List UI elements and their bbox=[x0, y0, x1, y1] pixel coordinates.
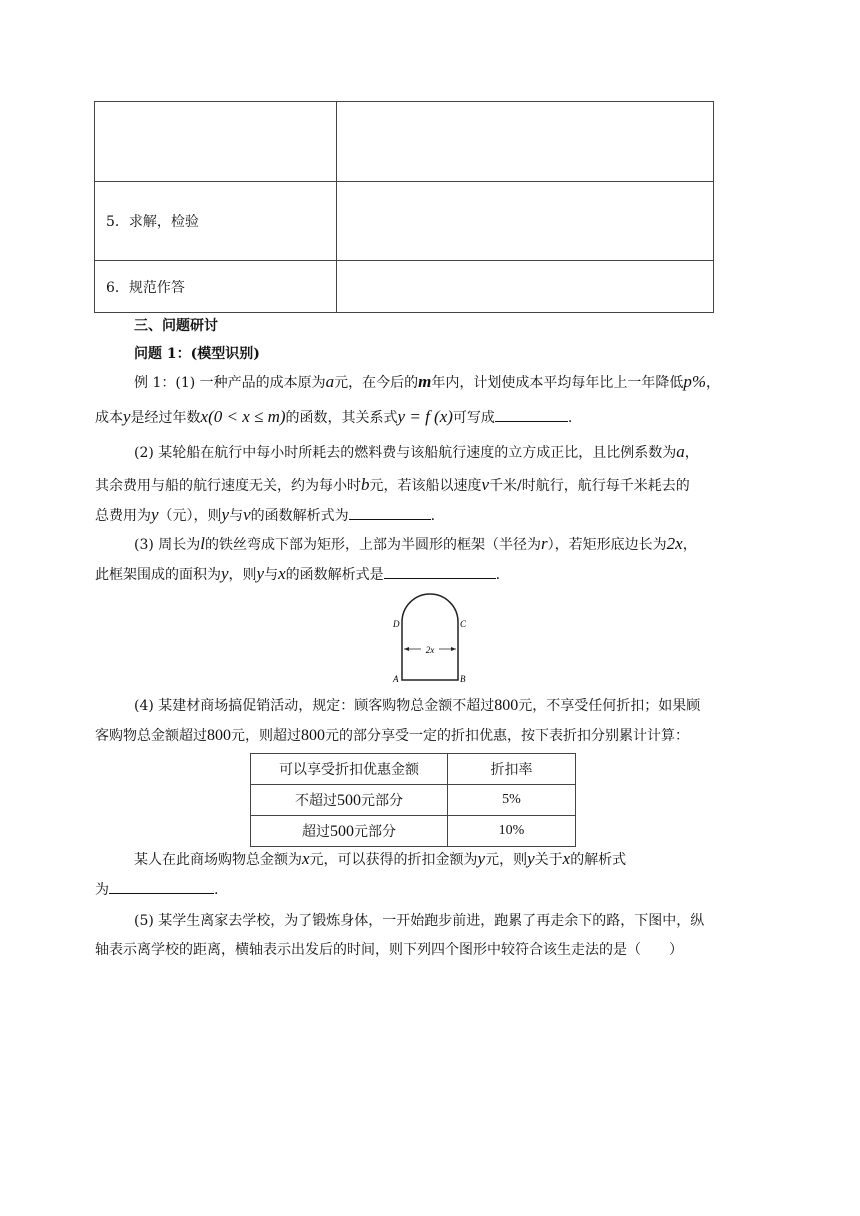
ex1-line2 bbox=[95, 407, 572, 428]
text: . bbox=[430, 508, 436, 524]
text: 的函数解析式为 bbox=[250, 508, 349, 524]
math-var: y bbox=[256, 564, 265, 583]
text: 元，不享受任何折扣；如果顾 bbox=[518, 698, 701, 714]
answer-blank[interactable] bbox=[109, 879, 214, 894]
text: 与 bbox=[229, 508, 244, 524]
text: 元，若该船以速度 bbox=[369, 478, 482, 494]
math-var: m bbox=[418, 372, 432, 391]
text: . bbox=[495, 567, 501, 583]
table-row bbox=[95, 102, 714, 182]
text: 千米/时航行，航行每千米耗去的 bbox=[489, 478, 690, 494]
number: 500 bbox=[330, 823, 354, 840]
math-var: y bbox=[123, 407, 131, 426]
text: (2) 某轮船在航行中每小时所耗去的燃料费与该船航行速度的立方成正比，且比例系数为 bbox=[134, 445, 677, 461]
text: 元，在今后的 bbox=[334, 375, 419, 391]
math-var: y bbox=[151, 505, 159, 524]
ex2-line1 bbox=[134, 442, 699, 463]
text: 元，则超过 bbox=[231, 728, 301, 744]
ex4-after-line1 bbox=[134, 849, 626, 870]
text: ， bbox=[706, 375, 721, 391]
text: ），若矩形底边长为 bbox=[547, 537, 667, 553]
text: (4) 某建材商场搞促销活动，规定：顾客购物总金额不超过 bbox=[134, 698, 495, 714]
content-cell bbox=[337, 182, 714, 261]
ex5-line2: 轴表示离学校的距离，横轴表示出发后的时间，则下列四个图形中较符合该生走法的是（ ） bbox=[95, 942, 683, 958]
text: 的函数解析式是 bbox=[285, 567, 384, 583]
math-var: r bbox=[541, 534, 548, 553]
text: 为 bbox=[95, 882, 109, 898]
text: 元的部分享受一定的折扣优惠，按下表折扣分别累计计算： bbox=[325, 728, 689, 744]
problem-title: 问题 1：(模型识别) bbox=[134, 346, 260, 362]
math-var: v bbox=[481, 475, 490, 494]
text: 与 bbox=[264, 567, 279, 583]
text: 年内，计划使成本平均每年比上一年降低 bbox=[431, 375, 684, 391]
math-var: y bbox=[221, 564, 229, 583]
content-cell bbox=[337, 102, 714, 182]
ex4-after-line2 bbox=[95, 879, 218, 900]
ex4-line2 bbox=[95, 726, 689, 746]
text: ， bbox=[684, 445, 699, 461]
answer-blank[interactable] bbox=[384, 564, 496, 579]
math-expr: x(0 < x ≤ m) bbox=[200, 407, 286, 426]
amount-cell bbox=[251, 785, 448, 816]
number: 800 bbox=[301, 727, 325, 744]
math-var: l bbox=[200, 534, 206, 553]
text: 超过 bbox=[302, 824, 330, 840]
math-var: v bbox=[243, 505, 251, 524]
text: 的铁丝弯成下部为矩形，上部为半圆形的框架（半径为 bbox=[205, 537, 542, 553]
math-var: a bbox=[676, 442, 685, 461]
section-title: 三、问题研讨 bbox=[134, 318, 218, 334]
text: . bbox=[567, 410, 573, 426]
text: ， bbox=[682, 537, 697, 553]
text: 客购物总金额超过 bbox=[95, 728, 207, 744]
text: 总费用为 bbox=[95, 508, 151, 524]
number: 500 bbox=[337, 792, 361, 809]
label-A: A bbox=[393, 674, 399, 684]
width-label: 2x bbox=[425, 645, 435, 655]
math-var: x bbox=[302, 849, 310, 868]
math-var: y bbox=[221, 505, 230, 524]
label-D: D bbox=[393, 619, 400, 629]
table-row bbox=[251, 816, 576, 847]
text: 此框架围成的面积为 bbox=[95, 567, 221, 583]
header-cell: 可以享受折扣优惠金额 bbox=[251, 754, 448, 785]
text: 的函数，其关系式 bbox=[285, 410, 398, 426]
discount-table bbox=[250, 753, 576, 847]
math-var: y bbox=[477, 849, 486, 868]
text: 其余费用与船的航行速度无关，约为每小时 bbox=[95, 478, 361, 494]
math-var: x bbox=[562, 849, 571, 868]
ex5-line1: (5) 某学生离家去学校，为了锻炼身体，一开始跑步前进，跑累了再走余下的路，下图中，纵 bbox=[134, 913, 705, 929]
math-var: y bbox=[527, 849, 535, 868]
text: 例 1：(1) 一种产品的成本原为 bbox=[134, 375, 326, 391]
steps-table bbox=[94, 101, 714, 313]
header-cell: 折扣率 bbox=[448, 754, 576, 785]
ex3-line2 bbox=[95, 564, 500, 585]
ex2-line2 bbox=[95, 475, 690, 496]
text: ，则 bbox=[228, 567, 257, 583]
arch-frame-figure bbox=[390, 592, 470, 684]
ex3-line1 bbox=[134, 534, 697, 555]
text: 元部分 bbox=[354, 824, 396, 840]
table-row bbox=[95, 261, 714, 313]
math-var: x bbox=[278, 564, 286, 583]
label-B: B bbox=[460, 674, 466, 684]
content-cell bbox=[337, 261, 714, 313]
table-row bbox=[251, 785, 576, 816]
text: 元，则 bbox=[485, 852, 528, 868]
answer-blank[interactable] bbox=[495, 407, 568, 422]
table-row bbox=[95, 182, 714, 261]
text: 关于 bbox=[534, 852, 563, 868]
number: 800 bbox=[207, 727, 231, 744]
text: 元部分 bbox=[361, 793, 403, 809]
text: （元），则 bbox=[158, 508, 222, 524]
math-var: a bbox=[325, 372, 335, 391]
text: (3) 周长为 bbox=[134, 537, 201, 553]
rate-cell: 10% bbox=[448, 816, 576, 847]
answer-blank[interactable] bbox=[349, 505, 431, 520]
text: 某人在此商场购物总金额为 bbox=[134, 852, 302, 868]
arrow-head-left bbox=[404, 647, 409, 651]
math-expr: y = f (x) bbox=[397, 407, 453, 426]
text: 是经过年数 bbox=[130, 410, 201, 426]
label-C: C bbox=[460, 619, 467, 629]
arrow-head-right bbox=[451, 647, 456, 651]
ex1-line1 bbox=[134, 372, 720, 393]
arch-outline bbox=[402, 594, 458, 680]
ex4-line1 bbox=[134, 696, 700, 716]
text: 可写成 bbox=[452, 410, 495, 426]
step-cell: 5．求解，检验 bbox=[95, 182, 337, 261]
rate-cell: 5% bbox=[448, 785, 576, 816]
step-cell bbox=[95, 102, 337, 182]
text: 不超过 bbox=[295, 793, 337, 809]
amount-cell bbox=[251, 816, 448, 847]
math-expr: 2x bbox=[666, 534, 683, 553]
math-var: b bbox=[361, 475, 370, 494]
table-header-row bbox=[251, 754, 576, 785]
ex2-line3 bbox=[95, 505, 435, 526]
text: 的解析式 bbox=[570, 852, 627, 868]
step-cell: 6．规范作答 bbox=[95, 261, 337, 313]
math-expr: p% bbox=[683, 372, 707, 391]
text: 成本 bbox=[95, 410, 123, 426]
number: 800 bbox=[494, 697, 519, 714]
text: . bbox=[214, 882, 219, 898]
text: 元，可以获得的折扣金额为 bbox=[309, 852, 478, 868]
